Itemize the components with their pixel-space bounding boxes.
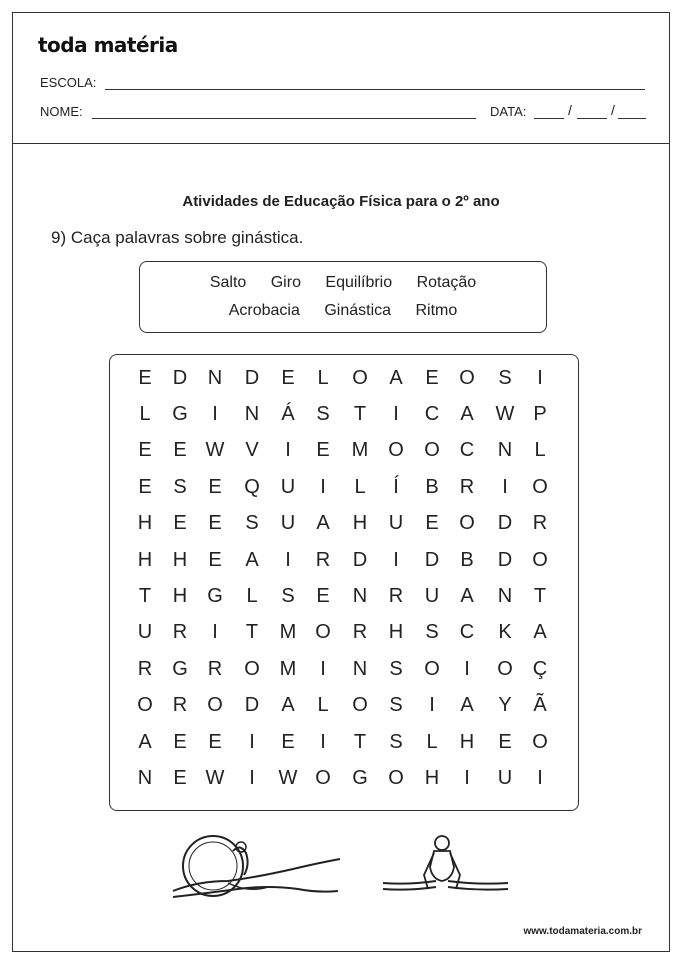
grid-cell[interactable]: A: [460, 403, 474, 425]
grid-cell[interactable]: U: [280, 476, 296, 498]
grid-cell[interactable]: I: [502, 476, 508, 498]
grid-cell[interactable]: I: [429, 694, 435, 716]
grid-cell[interactable]: T: [138, 585, 152, 607]
grid-cell[interactable]: O: [315, 621, 331, 643]
grid-cell[interactable]: E: [138, 476, 152, 498]
date-day-field[interactable]: [534, 118, 564, 119]
grid-cell[interactable]: R: [172, 621, 188, 643]
grid-cell[interactable]: O: [388, 439, 404, 461]
grid-cell[interactable]: O: [532, 731, 548, 753]
grid-cell[interactable]: I: [212, 621, 218, 643]
grid-cell[interactable]: E: [173, 512, 187, 534]
word-item: Giro: [270, 274, 301, 291]
grid-cell[interactable]: S: [389, 731, 403, 753]
date-separator: /: [611, 102, 615, 118]
grid-cell[interactable]: N: [497, 439, 513, 461]
grid-cell[interactable]: H: [172, 585, 188, 607]
grid-cell[interactable]: H: [172, 549, 188, 571]
grid-cell[interactable]: I: [464, 767, 470, 789]
grid-cell[interactable]: M: [279, 621, 297, 643]
escola-field[interactable]: [105, 89, 645, 90]
word-item: Rotação: [416, 274, 477, 291]
grid-cell[interactable]: S: [281, 585, 295, 607]
grid-cell[interactable]: A: [138, 731, 152, 753]
grid-cell[interactable]: D: [352, 549, 368, 571]
question-text: 9) Caça palavras sobre ginástica.: [51, 228, 304, 247]
grid-cell[interactable]: R: [459, 476, 475, 498]
grid-cell[interactable]: E: [425, 512, 439, 534]
header: [13, 13, 669, 144]
grid-cell[interactable]: H: [388, 621, 404, 643]
grid-cell[interactable]: E: [208, 549, 222, 571]
grid-cell[interactable]: E: [138, 367, 152, 389]
grid-cell[interactable]: D: [244, 694, 260, 716]
grid-cell[interactable]: S: [389, 694, 403, 716]
grid-cell[interactable]: D: [244, 367, 260, 389]
grid-cell[interactable]: E: [281, 367, 295, 389]
grid-cell[interactable]: E: [173, 767, 187, 789]
grid-cell[interactable]: A: [533, 621, 547, 643]
grid-cell[interactable]: I: [393, 403, 399, 425]
grid-cell[interactable]: N: [137, 767, 153, 789]
grid-cell[interactable]: H: [424, 767, 440, 789]
grid-cell[interactable]: S: [425, 621, 439, 643]
grid-cell[interactable]: A: [245, 549, 259, 571]
grid-cell[interactable]: O: [459, 367, 475, 389]
grid-cell[interactable]: E: [138, 439, 152, 461]
grid-cell[interactable]: H: [137, 512, 153, 534]
grid-cell[interactable]: U: [280, 512, 296, 534]
grid-cell[interactable]: G: [172, 403, 188, 425]
grid-cell[interactable]: I: [320, 731, 326, 753]
grid-cell[interactable]: U: [137, 621, 153, 643]
grid-cell[interactable]: S: [245, 512, 259, 534]
grid-cell[interactable]: E: [208, 731, 222, 753]
grid-cell[interactable]: W: [205, 767, 225, 789]
grid-cell[interactable]: O: [352, 367, 368, 389]
grid-cell[interactable]: I: [285, 549, 291, 571]
grid-cell[interactable]: L: [139, 403, 151, 425]
word-item: Acrobacia: [228, 302, 300, 319]
grid-cell[interactable]: O: [532, 476, 548, 498]
grid-cell[interactable]: U: [497, 767, 513, 789]
grid-cell[interactable]: C: [459, 439, 475, 461]
grid-cell[interactable]: N: [207, 367, 223, 389]
grid-cell[interactable]: N: [497, 585, 513, 607]
grid-cell[interactable]: N: [244, 403, 260, 425]
date-year-field[interactable]: [618, 118, 646, 119]
grid-cell[interactable]: O: [532, 549, 548, 571]
grid-cell[interactable]: P: [533, 403, 547, 425]
grid-cell[interactable]: L: [534, 439, 546, 461]
grid-cell[interactable]: O: [244, 658, 260, 680]
nome-label: NOME:: [40, 104, 83, 119]
grid-cell[interactable]: T: [533, 585, 547, 607]
grid-cell[interactable]: Ç: [532, 658, 548, 680]
grid-cell[interactable]: E: [208, 476, 222, 498]
grid-cell[interactable]: E: [316, 585, 330, 607]
grid-cell[interactable]: B: [425, 476, 439, 498]
grid-cell[interactable]: I: [464, 658, 470, 680]
date-separator: /: [568, 102, 572, 118]
grid-cell[interactable]: E: [281, 731, 295, 753]
grid-cell[interactable]: O: [388, 767, 404, 789]
grid-cell[interactable]: S: [498, 367, 512, 389]
grid-cell[interactable]: O: [315, 767, 331, 789]
word-item: Ritmo: [415, 302, 458, 319]
grid-cell[interactable]: N: [352, 658, 368, 680]
escola-label: ESCOLA:: [40, 75, 97, 90]
grid-cell[interactable]: S: [173, 476, 187, 498]
grid-cell[interactable]: V: [245, 439, 259, 461]
grid-cell[interactable]: L: [354, 476, 366, 498]
grid-cell[interactable]: I: [537, 767, 543, 789]
grid-cell[interactable]: E: [498, 731, 512, 753]
word-item: Equilíbrio: [325, 274, 393, 291]
word-item: Salto: [209, 274, 247, 291]
grid-cell[interactable]: U: [424, 585, 440, 607]
grid-cell[interactable]: G: [352, 767, 368, 789]
grid-cell[interactable]: R: [172, 694, 188, 716]
grid-cell[interactable]: G: [207, 585, 223, 607]
grid-cell[interactable]: O: [424, 439, 440, 461]
gymnast-split-illustration: [378, 833, 513, 903]
grid-cell[interactable]: M: [351, 439, 369, 461]
grid-cell[interactable]: I: [320, 658, 326, 680]
gymnast-hoop-illustration: [168, 831, 343, 911]
grid-cell[interactable]: R: [207, 658, 223, 680]
grid-cell[interactable]: R: [388, 585, 404, 607]
grid-cell[interactable]: D: [424, 549, 440, 571]
word-bank-row-2: [140, 302, 546, 320]
grid-cell[interactable]: A: [460, 694, 474, 716]
grid-cell[interactable]: H: [137, 549, 153, 571]
word-item: Ginástica: [324, 302, 392, 319]
grid-cell[interactable]: M: [279, 658, 297, 680]
word-bank-row-1: [140, 274, 546, 292]
grid-cell[interactable]: E: [208, 512, 222, 534]
date-month-field[interactable]: [577, 118, 607, 119]
grid-cell[interactable]: S: [316, 403, 330, 425]
grid-cell[interactable]: S: [389, 658, 403, 680]
grid-cell[interactable]: L: [317, 694, 329, 716]
grid-cell[interactable]: Í: [393, 476, 399, 498]
grid-cell[interactable]: L: [317, 367, 329, 389]
grid-cell[interactable]: A: [389, 367, 403, 389]
grid-cell[interactable]: E: [425, 367, 439, 389]
grid-cell[interactable]: E: [173, 731, 187, 753]
grid-cell[interactable]: W: [205, 439, 225, 461]
grid-cell[interactable]: L: [426, 731, 438, 753]
grid-cell[interactable]: O: [424, 658, 440, 680]
grid-cell[interactable]: E: [173, 439, 187, 461]
grid-cell[interactable]: U: [388, 512, 404, 534]
grid-cell[interactable]: T: [245, 621, 259, 643]
grid-cell[interactable]: I: [320, 476, 326, 498]
grid-cell[interactable]: A: [316, 512, 330, 534]
grid-cell[interactable]: O: [137, 694, 153, 716]
grid-cell[interactable]: I: [249, 767, 255, 789]
grid-cell[interactable]: A: [460, 585, 474, 607]
grid-cell[interactable]: I: [212, 403, 218, 425]
grid-cell[interactable]: W: [278, 767, 298, 789]
grid-cell[interactable]: I: [537, 367, 543, 389]
grid-cell[interactable]: R: [137, 658, 153, 680]
word-search-grid[interactable]: [109, 354, 579, 811]
word-bank: [139, 261, 547, 333]
grid-cell[interactable]: Q: [244, 476, 260, 498]
grid-cell[interactable]: I: [249, 731, 255, 753]
grid-cell[interactable]: O: [459, 512, 475, 534]
nome-field[interactable]: [92, 118, 476, 119]
grid-cell[interactable]: K: [498, 621, 512, 643]
grid-cell[interactable]: Y: [498, 694, 512, 716]
grid-cell[interactable]: L: [246, 585, 258, 607]
grid-cell[interactable]: W: [495, 403, 515, 425]
grid-cell[interactable]: T: [353, 403, 367, 425]
grid-cell[interactable]: Ã: [533, 694, 547, 716]
brand-logo: toda matéria: [38, 33, 178, 57]
grid-cell[interactable]: R: [315, 549, 331, 571]
grid-cell[interactable]: N: [352, 585, 368, 607]
worksheet: [12, 12, 670, 952]
page-title: Atividades de Educação Física para o 2º ano: [182, 193, 500, 210]
grid-cell[interactable]: O: [497, 658, 513, 680]
grid-cell[interactable]: T: [353, 731, 367, 753]
grid-cell[interactable]: O: [352, 694, 368, 716]
grid-cell[interactable]: R: [352, 621, 368, 643]
grid-cell[interactable]: H: [352, 512, 368, 534]
grid-cell[interactable]: Á: [281, 403, 295, 425]
grid-cell[interactable]: A: [281, 694, 295, 716]
grid-cell[interactable]: E: [316, 439, 330, 461]
grid-cell[interactable]: G: [172, 658, 188, 680]
grid-cell[interactable]: C: [424, 403, 440, 425]
grid-cell[interactable]: D: [172, 367, 188, 389]
website-url[interactable]: www.todamateria.com.br: [523, 926, 642, 937]
data-label: DATA:: [490, 104, 527, 119]
grid-cell[interactable]: I: [393, 549, 399, 571]
grid-cell[interactable]: I: [285, 439, 291, 461]
grid-cell[interactable]: D: [497, 512, 513, 534]
grid-cell[interactable]: B: [460, 549, 474, 571]
grid-cell[interactable]: O: [207, 694, 223, 716]
grid-cell[interactable]: D: [497, 549, 513, 571]
grid-cell[interactable]: R: [532, 512, 548, 534]
grid-cell[interactable]: C: [459, 621, 475, 643]
grid-cell[interactable]: H: [459, 731, 475, 753]
